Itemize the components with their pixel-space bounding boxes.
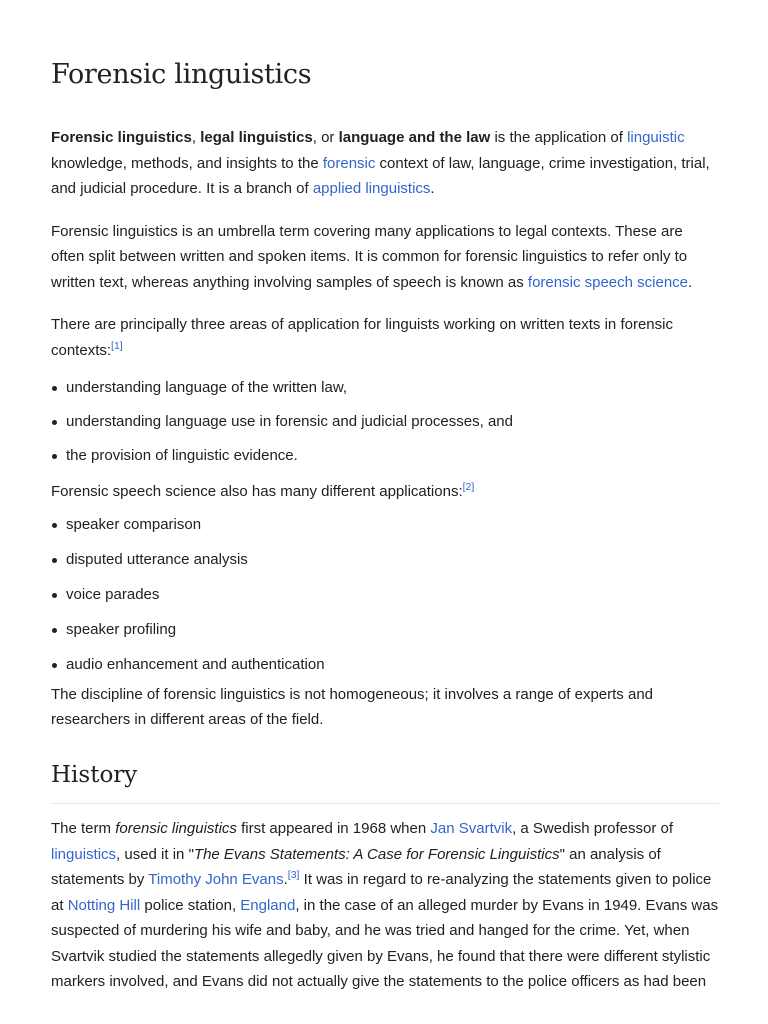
list-item: audio enhancement and authentication — [51, 654, 719, 675]
bold-term: language and the law — [338, 129, 491, 147]
link-england[interactable]: England — [240, 896, 296, 914]
link-applied-linguistics[interactable]: applied linguistics — [312, 180, 431, 198]
written-areas-list — [51, 377, 719, 466]
page-title: Forensic linguistics — [51, 59, 312, 90]
link-linguistic[interactable]: linguistic — [627, 129, 685, 147]
list-item: speaker profiling — [51, 619, 719, 640]
history-paragraph: The term forensic linguistics first appeared in 1968 when Jan Svartvik, a Swedish professor of linguistics, used it in "The Evans Statements: A Case for Forensic Linguistics" an analysis of statements by Timothy John Evans.[3] It was in regard to re-analyzing the statements given to police at Notting Hill police station, England, in the case of an alleged murder by Evans in 1949. Evans was suspected of murdering his wife and baby, and he was tried and hanged for the crime. Yet, when Svartvik studied the statements allegedly given by Evans, he found that there were different stylistic markers involved, and Evans did not actually give the statements to the police officers as had been — [51, 820, 719, 991]
reference-1 — [111, 340, 123, 352]
link-forensic[interactable]: forensic — [322, 154, 376, 172]
link-notting-hill[interactable]: Notting Hill — [67, 896, 141, 914]
list-item: speaker comparison — [51, 514, 719, 535]
discipline-paragraph: The discipline of forensic linguistics is not homogeneous; it involves a range of experts and researchers in different areas of the field. — [51, 685, 653, 729]
list-item: understanding language use in forensic and judicial processes, and — [51, 411, 719, 432]
reference-2 — [463, 481, 475, 493]
link-forensic-speech-science[interactable]: forensic speech science — [527, 273, 689, 291]
list-item: understanding language of the written law, — [51, 377, 719, 398]
history-heading[interactable]: History — [51, 761, 719, 805]
italic-title: The Evans Statements: A Case for Forensic Linguistics — [193, 845, 560, 863]
ref-link-3[interactable]: [3] — [287, 869, 300, 882]
list-item: the provision of linguistic evidence. — [51, 445, 719, 466]
reference-3 — [288, 869, 300, 881]
bold-term: Forensic linguistics — [51, 129, 192, 147]
article-content — [51, 0, 719, 995]
link-timothy-john-evans[interactable]: Timothy John Evans — [148, 871, 284, 889]
list-item: voice parades — [51, 584, 719, 605]
intro-paragraph: Forensic linguistics, legal linguistics, or language and the law is the application of linguistic knowledge, methods, and insights to the forensic context of law, language, crime investigation, trial, and judicial procedure. It is a branch of applied linguistics. — [51, 129, 710, 198]
ref-link-2[interactable]: [2] — [462, 481, 475, 494]
bold-term: legal linguistics — [200, 129, 313, 147]
speech-apps-list — [51, 514, 719, 675]
link-jan-svartvik[interactable]: Jan Svartvik — [430, 820, 513, 838]
umbrella-paragraph: Forensic linguistics is an umbrella term covering many applications to legal contexts. These are often split between written and spoken items. It is common for forensic linguistics to refer only to written text, whereas anything involving samples of speech is known as forensic speech science. — [51, 222, 693, 291]
speech-apps-paragraph: Forensic speech science also has many different applications:[2] — [51, 481, 475, 501]
list-item: disputed utterance analysis — [51, 549, 719, 570]
areas-paragraph: There are principally three areas of application for linguists working on written texts in forensic contexts:[1] — [51, 316, 673, 359]
link-linguistics[interactable]: linguistics — [51, 845, 117, 863]
ref-link-1[interactable]: [1] — [111, 339, 123, 352]
italic-term: forensic linguistics — [115, 820, 237, 838]
